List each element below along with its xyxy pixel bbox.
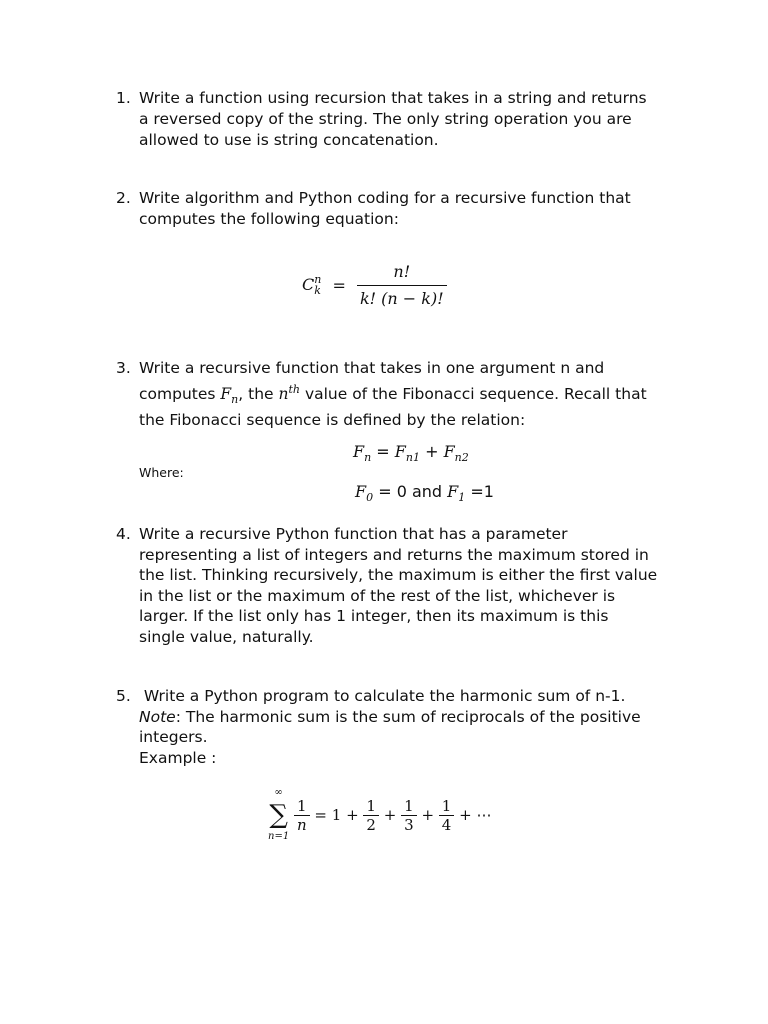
note-label: Note [139, 707, 176, 726]
combination-formula: C n k = $\frac{n!}{k! (n - k)!}$ [302, 262, 447, 308]
harmonic-series-formula: ∞ ∑ n=1 $\frac{1}{n}$ = 1 + $\frac{1}{2}$ + $\frac{1}{3}$ + $\frac{1}{4}$ + ⋯ [268, 787, 492, 842]
question-3 [116, 358, 716, 431]
question-text-line: the list. Thinking recursively, the maximum is either the first value [139, 566, 658, 584]
question-text-line: Write a recursive Python function that has a parameter [139, 525, 568, 543]
question-number: 1. [116, 89, 131, 107]
question-5 [116, 686, 716, 768]
question-text-line: Write algorithm and Python coding for a recursive function that [139, 189, 631, 207]
question-text-line: representing a list of integers and returns the maximum stored in [139, 545, 649, 564]
question-text-line: Note: The harmonic sum is the sum of reciprocals of the positive [139, 707, 641, 726]
question-text-line: Example : [139, 748, 217, 767]
question-text-line: in the list or the maximum of the rest of the list, whichever is [139, 586, 616, 605]
fibonacci-initial-values: $F_0 = 0$ and $F_1 =1$ [355, 482, 494, 505]
question-text-line: Write a recursive function that takes in one argument n and [139, 359, 605, 377]
fibonacci-relation: $F_n = F_{n1} + F_{n2}$ [353, 442, 469, 465]
question-text-line: allowed to use is string concatenation. [139, 131, 439, 149]
question-text-line: single value, naturally. [139, 627, 314, 646]
question-number: 5. [116, 687, 131, 705]
question-text-line: Write a Python program to calculate the harmonic sum of n-1. [139, 687, 626, 705]
question-number: 4. [116, 525, 131, 543]
question-text-line: larger. If the list only has 1 integer, then its maximum is this [139, 607, 609, 625]
question-1 [116, 88, 716, 151]
fn-symbol: $F_n$ [220, 385, 239, 407]
question-text-line: integers. [139, 728, 208, 746]
question-4 [116, 524, 716, 647]
question-number: 3. [116, 359, 131, 377]
question-2 [116, 188, 716, 230]
question-text-line: Write a function using recursion that takes in a string and returns [139, 89, 647, 107]
question-text-line: computes $F_n$, the $n^{th}$ value of the Fibonacci sequence. Recall that [139, 383, 647, 407]
where-label: Where: [139, 465, 184, 480]
nth-symbol: $n^{th}$ [278, 383, 300, 404]
question-text-line: a reversed copy of the string. The only string operation you are [139, 110, 632, 128]
sigma-block: ∞ ∑ n=1 [268, 787, 290, 842]
question-text-line: computes the following equation: [139, 210, 399, 228]
question-number: 2. [116, 189, 131, 207]
question-text-line: the Fibonacci sequence is defined by the relation: [139, 411, 526, 430]
